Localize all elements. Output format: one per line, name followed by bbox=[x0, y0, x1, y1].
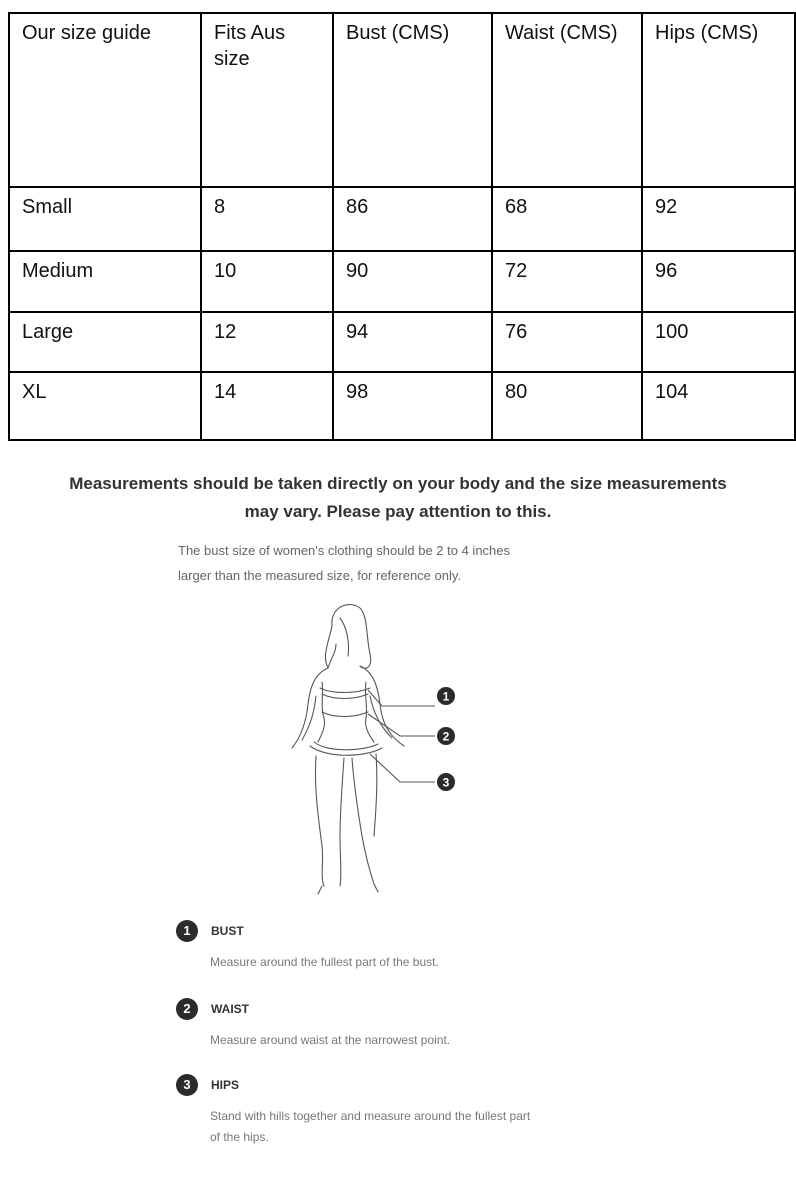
header-cell: Bust (CMS) bbox=[333, 13, 492, 187]
aus-size-cell: 12 bbox=[201, 312, 333, 372]
bust-cell: 98 bbox=[333, 372, 492, 440]
measurement-leader-lines bbox=[368, 690, 435, 782]
bust-cell: 90 bbox=[333, 251, 492, 312]
waist-cell: 80 bbox=[492, 372, 642, 440]
marker-3 bbox=[437, 773, 455, 791]
size-name-cell: Large bbox=[9, 312, 201, 372]
legend-title: BUST bbox=[211, 924, 244, 938]
header-cell: Our size guide bbox=[9, 13, 201, 187]
hips-cell: 100 bbox=[642, 312, 795, 372]
header-cell: Hips (CMS) bbox=[642, 13, 795, 187]
number-badge-icon: 1 bbox=[176, 920, 198, 942]
note-line: larger than the measured size, for reference only. bbox=[178, 568, 462, 583]
table-row bbox=[9, 187, 795, 251]
table-row bbox=[9, 312, 795, 372]
number-badge-icon: 3 bbox=[176, 1074, 198, 1096]
header-cell: Waist (CMS) bbox=[492, 13, 642, 187]
bust-cell: 86 bbox=[333, 187, 492, 251]
legend-desc-line: Measure around the fullest part of the bust. bbox=[210, 955, 439, 969]
table-row bbox=[9, 251, 795, 312]
headline-line: may vary. Please pay attention to this. bbox=[244, 502, 552, 521]
legend-title: WAIST bbox=[211, 1002, 249, 1016]
body-measurement-figure bbox=[270, 596, 480, 896]
note-line: The bust size of women's clothing should be 2 to 4 inches bbox=[178, 543, 511, 558]
legend-description bbox=[210, 1106, 590, 1148]
legend-description bbox=[210, 952, 590, 973]
size-name-cell: XL bbox=[9, 372, 201, 440]
aus-size-cell: 8 bbox=[201, 187, 333, 251]
bust-cell: 94 bbox=[333, 312, 492, 372]
headline-line: Measurements should be taken directly on your body and the size measurements bbox=[69, 474, 727, 493]
table-header-row bbox=[9, 13, 795, 187]
size-guide-table bbox=[8, 12, 796, 441]
legend-desc-line: of the hips. bbox=[210, 1130, 269, 1144]
hips-cell: 96 bbox=[642, 251, 795, 312]
aus-size-cell: 10 bbox=[201, 251, 333, 312]
number-badge-icon: 2 bbox=[176, 998, 198, 1020]
aus-size-cell: 14 bbox=[201, 372, 333, 440]
marker-1 bbox=[437, 687, 455, 705]
marker-label: 3 bbox=[442, 775, 450, 790]
legend-desc-line: Measure around waist at the narrowest point. bbox=[210, 1033, 451, 1047]
legend-description bbox=[210, 1030, 590, 1051]
table-row bbox=[9, 372, 795, 440]
legend-desc-line: Stand with hills together and measure around the fullest part bbox=[210, 1109, 531, 1123]
hips-cell: 104 bbox=[642, 372, 795, 440]
hips-cell: 92 bbox=[642, 187, 795, 251]
body-outline bbox=[292, 605, 404, 894]
size-name-cell: Small bbox=[9, 187, 201, 251]
waist-cell: 68 bbox=[492, 187, 642, 251]
waist-cell: 76 bbox=[492, 312, 642, 372]
header-cell: Fits Aus size bbox=[201, 13, 333, 187]
marker-label: 2 bbox=[442, 729, 450, 744]
bust-size-note bbox=[178, 538, 598, 588]
measurement-headline bbox=[0, 470, 796, 526]
marker-label: 1 bbox=[442, 689, 450, 704]
legend-title: HIPS bbox=[211, 1078, 240, 1092]
waist-cell: 72 bbox=[492, 251, 642, 312]
marker-2 bbox=[437, 727, 455, 745]
size-name-cell: Medium bbox=[9, 251, 201, 312]
